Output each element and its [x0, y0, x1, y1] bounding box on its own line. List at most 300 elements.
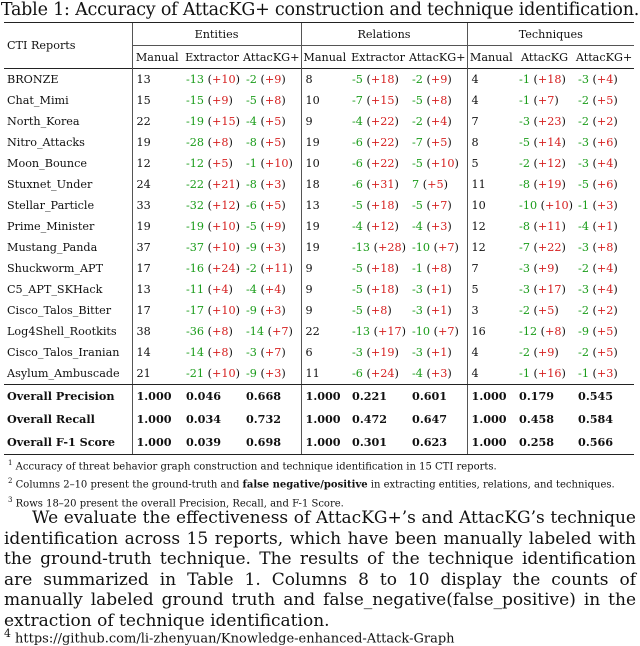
table-cell: 13	[132, 279, 182, 300]
table-cell: -5 (+18)	[352, 199, 399, 212]
table-cell: 14	[132, 342, 182, 363]
false-positive: +5	[264, 136, 282, 149]
report-name: Nitro_Attacks	[7, 136, 85, 149]
table-cell: 22	[132, 111, 182, 132]
false-positive: +24	[370, 367, 395, 380]
false-positive: +2	[596, 304, 614, 317]
table-cell: -3 (+1)	[412, 346, 452, 359]
table-cell: -3 (+7)	[246, 346, 286, 359]
false-positive: +5	[264, 199, 282, 212]
table-cell: 4	[467, 363, 515, 385]
table-cell: 3	[467, 300, 515, 321]
table-cell: -2 (+2)	[578, 304, 618, 317]
false-positive: +15	[370, 94, 395, 107]
false-negative: -9	[578, 325, 589, 338]
results-table	[4, 22, 634, 455]
table-cell: 7	[467, 111, 515, 132]
overall-value: 0.221	[352, 389, 388, 403]
table-cell: -6 (+24)	[348, 363, 408, 385]
table-cell: -2 (+5)	[519, 304, 559, 317]
table-cell: -4 (+12)	[352, 220, 399, 233]
table-cell: -3 (+9)	[519, 262, 559, 275]
table-row	[4, 153, 634, 174]
table-cell: -2 (+9)	[242, 69, 301, 91]
table-row	[4, 300, 634, 321]
table-cell: -19 (+15)	[186, 115, 240, 128]
false-negative: -5	[519, 136, 530, 149]
false-negative: -1	[246, 157, 257, 170]
false-positive: +18	[370, 73, 395, 86]
false-positive: +9	[430, 73, 448, 86]
overall-value: 0.046	[186, 389, 222, 403]
table-cell: -2 (+4)	[578, 262, 618, 275]
false-positive: +10	[211, 73, 236, 86]
footnote-link[interactable]: https://github.com/li-zhenyuan/Knowledge-enhanced-Attack-Graph	[15, 631, 455, 646]
table-row	[4, 132, 634, 153]
false-negative: -6	[246, 199, 257, 212]
false-negative: -1	[578, 367, 589, 380]
table-cell: -21 (+10)	[182, 363, 242, 385]
table-cell: -16 (+24)	[186, 262, 240, 275]
false-negative: -3	[578, 157, 589, 170]
group-header-relations: Relations	[301, 23, 467, 46]
table-cell: -12 (+5)	[186, 157, 233, 170]
table-cell: -2 (+5)	[578, 346, 618, 359]
table-cell: -5 (+18)	[348, 69, 408, 91]
overall-value: 1.000	[301, 408, 348, 431]
false-negative: -4	[578, 220, 589, 233]
false-negative: -6	[352, 157, 363, 170]
false-negative: -3	[519, 283, 530, 296]
false-negative: -5	[352, 304, 363, 317]
false-negative: -3	[412, 283, 423, 296]
false-positive: +3	[430, 220, 448, 233]
table-cell: -2 (+5)	[578, 94, 618, 107]
false-negative: -5	[352, 73, 363, 86]
table-cell: -32 (+12)	[186, 199, 240, 212]
false-negative: -6	[352, 178, 363, 191]
table-cell: -8 (+11)	[519, 220, 566, 233]
false-positive: +3	[264, 178, 282, 191]
table-cell: -22 (+21)	[186, 178, 240, 191]
false-positive: +22	[370, 157, 395, 170]
false-negative: -1	[519, 73, 530, 86]
false-negative: -14	[246, 325, 265, 338]
false-negative: -32	[186, 199, 205, 212]
table-cell: -4 (+3)	[408, 363, 467, 385]
footnote: $^4$ https://github.com/li-zhenyuan/Knowledge-enhanced-Attack-Graph	[4, 627, 455, 646]
overall-label: Overall Recall	[7, 412, 95, 426]
table-cell: -36 (+8)	[186, 325, 233, 338]
false-negative: -14	[186, 346, 205, 359]
false-positive: +10	[211, 241, 236, 254]
report-name: Log4Shell_Rootkits	[7, 325, 117, 338]
overall-value: 0.034	[186, 412, 222, 426]
false-negative: -8	[519, 220, 530, 233]
report-name: BRONZE	[4, 69, 132, 91]
false-positive: +24	[211, 262, 236, 275]
table-cell: 24	[132, 174, 182, 195]
false-negative: -4	[246, 283, 257, 296]
false-negative: -4	[412, 367, 423, 380]
false-positive: +7	[537, 94, 555, 107]
false-negative: -21	[186, 367, 205, 380]
table-cell: -8 (+3)	[246, 178, 286, 191]
false-negative: -11	[186, 283, 205, 296]
false-negative: -12	[186, 157, 205, 170]
false-negative: -15	[186, 94, 205, 107]
false-negative: 7	[412, 178, 420, 191]
false-positive: +10	[264, 157, 289, 170]
table-cell: -9 (+3)	[246, 241, 286, 254]
overall-label: Overall Precision	[7, 389, 115, 403]
table-cell: -6 (+22)	[352, 157, 399, 170]
table-cell: 10	[467, 195, 515, 216]
false-negative: -3	[519, 262, 530, 275]
overall-label: Overall F-1 Score	[4, 431, 132, 455]
table-cell: -6 (+31)	[352, 178, 399, 191]
false-negative: -10	[412, 241, 431, 254]
false-positive: +11	[264, 262, 289, 275]
false-negative: -7	[519, 241, 530, 254]
table-row	[4, 321, 634, 342]
table-cell: 19	[132, 216, 182, 237]
overall-value: 0.458	[519, 412, 555, 426]
false-negative: -3	[246, 346, 257, 359]
table-row	[4, 363, 634, 385]
table-cell: -37 (+10)	[186, 241, 240, 254]
table-row	[4, 69, 634, 91]
false-negative: -4	[246, 115, 257, 128]
false-negative: -3	[578, 73, 589, 86]
false-negative: -22	[186, 178, 205, 191]
table-cell: -3 (+4)	[578, 283, 618, 296]
false-positive: +1	[596, 220, 614, 233]
false-negative: -13	[186, 73, 205, 86]
table-cell: -28 (+8)	[186, 136, 233, 149]
table-cell: 6	[301, 342, 348, 363]
table-cell: 19	[301, 237, 348, 258]
table-row	[4, 279, 634, 300]
table-cell: -1 (+8)	[412, 262, 452, 275]
table-cell: 7	[467, 258, 515, 279]
table-cell: -4 (+4)	[246, 283, 286, 296]
false-positive: +4	[211, 283, 229, 296]
false-negative: -3	[412, 304, 423, 317]
table-cell: -9 (+3)	[246, 304, 286, 317]
table-cell: 12	[467, 237, 515, 258]
false-negative: -4	[352, 115, 363, 128]
table-cell: -5 (+8)	[412, 94, 452, 107]
false-positive: +12	[537, 157, 562, 170]
table-cell: 4	[467, 90, 515, 111]
false-negative: -2	[578, 115, 589, 128]
table-cell: -3 (+8)	[578, 241, 618, 254]
false-positive: +5	[211, 157, 229, 170]
table-cell: 33	[132, 195, 182, 216]
table-cell: -8 (+19)	[519, 178, 566, 191]
false-positive: +3	[430, 367, 448, 380]
table-cell: -5 (+14)	[519, 136, 566, 149]
false-negative: -2	[412, 115, 423, 128]
table-cell: -4 (+1)	[578, 220, 618, 233]
false-positive: +10	[211, 220, 236, 233]
table-row	[4, 111, 634, 132]
false-positive: +9	[264, 220, 282, 233]
table-cell: -17 (+10)	[186, 304, 240, 317]
false-positive: +8	[545, 325, 562, 338]
false-negative: -37	[186, 241, 205, 254]
false-negative: -28	[186, 136, 205, 149]
false-positive: +7	[271, 325, 289, 338]
table-cell: -12 (+8)	[519, 325, 566, 338]
report-name: Asylum_Ambuscade	[4, 363, 132, 385]
table-cell: 8	[467, 132, 515, 153]
false-positive: +7	[437, 241, 455, 254]
false-positive: +5	[596, 325, 614, 338]
false-negative: -9	[246, 367, 257, 380]
false-positive: +8	[211, 136, 229, 149]
false-positive: +22	[370, 136, 395, 149]
false-positive: +4	[596, 157, 614, 170]
false-negative: -19	[186, 115, 205, 128]
false-positive: +7	[264, 346, 282, 359]
false-positive: +1	[430, 283, 448, 296]
false-positive: +5	[264, 115, 282, 128]
overall-value: 0.472	[352, 412, 388, 426]
table-cell: -10 (+10)	[519, 199, 573, 212]
false-negative: -2	[246, 262, 257, 275]
false-positive: +8	[370, 304, 388, 317]
table-cell: -13 (+17)	[352, 325, 406, 338]
overall-value: 0.301	[348, 431, 408, 455]
table-cell: -3 (+19)	[352, 346, 399, 359]
false-positive: +23	[537, 115, 562, 128]
table-cell: -10 (+7)	[412, 241, 459, 254]
overall-value: 0.179	[519, 389, 555, 403]
false-negative: -16	[186, 262, 205, 275]
report-name: Stellar_Particle	[7, 199, 95, 212]
false-negative: -5	[352, 199, 363, 212]
false-positive: +5	[427, 178, 444, 191]
false-positive: +18	[370, 262, 395, 275]
false-negative: -2	[578, 304, 589, 317]
table-cell: -1 (+3)	[578, 199, 618, 212]
false-negative: -5	[412, 157, 423, 170]
note-1: $^1$ Accuracy of threat behavior graph construction and technique identification in 15 CTI reports.	[8, 459, 497, 473]
table-row	[4, 174, 634, 195]
false-negative: -5	[352, 283, 363, 296]
false-negative: -17	[186, 304, 205, 317]
table-cell: 37	[132, 237, 182, 258]
overall-value: 1.000	[467, 408, 515, 431]
false-positive: +6	[596, 178, 614, 191]
table-notes	[8, 456, 615, 511]
false-positive: +15	[211, 115, 236, 128]
false-positive: +4	[596, 283, 614, 296]
table-cell: -9 (+5)	[578, 325, 618, 338]
overall-row	[4, 385, 634, 409]
table-cell: -15 (+9)	[186, 94, 233, 107]
false-positive: +12	[370, 220, 395, 233]
false-positive: +11	[537, 220, 562, 233]
table-cell: -4 (+22)	[352, 115, 399, 128]
table-cell: 5	[467, 279, 515, 300]
table-cell: -7 (+5)	[412, 136, 452, 149]
table-row	[4, 237, 634, 258]
table-cell: 18	[301, 174, 348, 195]
false-positive: +5	[430, 136, 448, 149]
false-positive: +9	[264, 73, 282, 86]
report-name: Moon_Bounce	[7, 157, 87, 170]
table-cell: -5 (+8)	[246, 94, 286, 107]
overall-value: 1.000	[132, 431, 182, 455]
false-negative: -8	[246, 136, 257, 149]
false-negative: -3	[519, 115, 530, 128]
table-cell: -10 (+7)	[412, 325, 459, 338]
report-name: North_Korea	[7, 115, 80, 128]
false-negative: -5	[578, 178, 589, 191]
false-negative: -2	[578, 346, 589, 359]
false-positive: +4	[596, 73, 614, 86]
false-positive: +3	[596, 367, 614, 380]
false-negative: -13	[352, 325, 371, 338]
false-positive: +18	[370, 283, 395, 296]
table-cell: -2 (+4)	[412, 115, 452, 128]
table-cell: -5 (+7)	[412, 199, 452, 212]
report-name: C5_APT_SKHack	[7, 283, 103, 296]
table-cell: 38	[132, 321, 182, 342]
table-cell: 9	[301, 111, 348, 132]
false-positive: +16	[537, 367, 562, 380]
table-row	[4, 342, 634, 363]
row-label-header: CTI Reports	[4, 23, 132, 69]
col-header: AttacKG+	[575, 50, 633, 64]
table-cell: -5 (+18)	[352, 283, 399, 296]
table-cell: -1 (+16)	[515, 363, 574, 385]
false-negative: -2	[519, 304, 530, 317]
table-cell: 22	[301, 321, 348, 342]
table-cell: 9	[301, 300, 348, 321]
table-cell: -4 (+5)	[246, 115, 286, 128]
false-positive: +31	[370, 178, 395, 191]
table-cell: -3 (+17)	[519, 283, 566, 296]
overall-value: 1.000	[132, 408, 182, 431]
table-cell: 4	[467, 69, 515, 91]
table-cell: 10	[301, 90, 348, 111]
false-negative: -1	[519, 94, 530, 107]
table-cell: 10	[301, 153, 348, 174]
false-negative: -5	[246, 94, 257, 107]
table-cell: -6 (+5)	[246, 199, 286, 212]
table-cell: -8 (+5)	[246, 136, 286, 149]
overall-value: 0.647	[412, 412, 448, 426]
false-positive: +19	[537, 178, 562, 191]
table-cell: -1 (+3)	[574, 363, 634, 385]
false-positive: +4	[596, 262, 614, 275]
overall-row	[4, 431, 634, 455]
table-cell: -14 (+8)	[186, 346, 233, 359]
false-positive: +2	[596, 115, 614, 128]
false-positive: +19	[370, 346, 395, 359]
false-positive: +10	[430, 157, 455, 170]
table-cell: 5	[467, 153, 515, 174]
table-cell: 17	[132, 258, 182, 279]
overall-value: 0.732	[246, 412, 282, 426]
note-3: $^3$ Rows 18–20 present the overall Precision, Recall, and F-1 Score.	[8, 495, 344, 509]
false-positive: +28	[377, 241, 402, 254]
table-cell: 17	[132, 300, 182, 321]
table-cell: 4	[467, 342, 515, 363]
false-negative: -6	[352, 367, 363, 380]
false-positive: +10	[545, 199, 569, 212]
table-cell: 19	[301, 132, 348, 153]
table-cell: 11	[301, 363, 348, 385]
false-negative: -2	[519, 157, 530, 170]
table-cell: -9 (+3)	[242, 363, 301, 385]
report-name: Cisco_Talos_Iranian	[7, 346, 120, 359]
false-positive: +12	[211, 199, 236, 212]
overall-value: 1.000	[467, 431, 515, 455]
table-cell: -3 (+1)	[412, 283, 452, 296]
table-cell: -13 (+28)	[352, 241, 406, 254]
table-cell: -3 (+4)	[574, 69, 634, 91]
table-cell: 11	[467, 174, 515, 195]
false-negative: -1	[578, 199, 589, 212]
col-header: Extractor	[185, 50, 239, 64]
false-negative: -3	[412, 346, 423, 359]
col-header: AttacKG	[520, 50, 569, 64]
overall-value: 1.000	[301, 431, 348, 455]
table-cell: -11 (+4)	[186, 283, 233, 296]
false-positive: +5	[596, 94, 614, 107]
table-cell: 7 (+5)	[412, 178, 448, 191]
false-negative: -5	[352, 262, 363, 275]
table-cell: -7 (+15)	[352, 94, 399, 107]
false-positive: +3	[264, 241, 282, 254]
false-positive: +1	[430, 304, 448, 317]
false-positive: +10	[211, 367, 236, 380]
false-positive: +3	[596, 199, 614, 212]
col-header: Manual	[467, 46, 515, 69]
false-negative: -1	[412, 262, 423, 275]
overall-value: 0.039	[182, 431, 242, 455]
false-positive: +17	[377, 325, 402, 338]
false-negative: -5	[412, 199, 423, 212]
false-negative: -12	[519, 325, 538, 338]
table-cell: -5 (+10)	[412, 157, 459, 170]
table-row	[4, 90, 634, 111]
false-positive: +8	[211, 346, 229, 359]
table-cell: 13	[132, 69, 182, 91]
table-cell: -2 (+9)	[519, 346, 559, 359]
false-positive: +21	[211, 178, 236, 191]
overall-value: 1.000	[132, 385, 182, 409]
table-cell: -2 (+12)	[519, 157, 566, 170]
false-positive: +10	[211, 304, 236, 317]
table-cell: -3 (+1)	[412, 304, 452, 317]
false-negative: -3	[578, 283, 589, 296]
table-cell: -5 (+18)	[352, 262, 399, 275]
false-positive: +6	[596, 136, 614, 149]
false-negative: -8	[246, 178, 257, 191]
group-header-techniques: Techniques	[467, 23, 634, 46]
false-negative: -4	[352, 220, 363, 233]
false-positive: +5	[537, 304, 555, 317]
col-header: Manual	[301, 46, 348, 69]
false-negative: -3	[352, 346, 363, 359]
table-cell: 12	[132, 153, 182, 174]
